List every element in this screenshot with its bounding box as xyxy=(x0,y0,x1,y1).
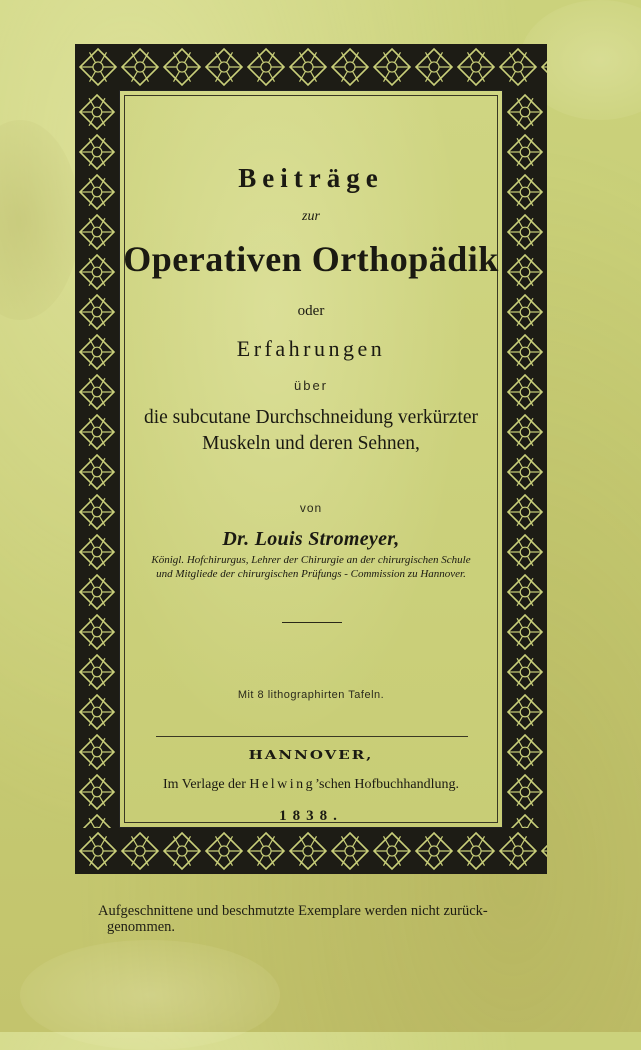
border-ornament-tile xyxy=(505,212,545,252)
border-ornament-tile xyxy=(505,652,545,692)
border-ornament-tile xyxy=(203,830,245,872)
border-ornament-tile xyxy=(77,830,119,872)
border-ornament-tile xyxy=(77,612,117,652)
short-rule xyxy=(282,622,342,623)
word-von: von xyxy=(299,501,323,515)
border-ornament-tile xyxy=(287,46,329,88)
border-ornament-tile xyxy=(77,692,117,732)
word-zur: zur xyxy=(302,209,320,224)
border-ornament-tile xyxy=(413,46,455,88)
border-ornament-tile xyxy=(505,92,545,132)
border-ornament-tile xyxy=(329,830,371,872)
border-ornament-tile xyxy=(505,532,545,572)
border-ornament xyxy=(503,90,547,828)
border-ornament xyxy=(75,90,119,828)
border-ornament-tile xyxy=(77,252,117,292)
border-ornament-tile xyxy=(287,830,329,872)
border-ornament-tile xyxy=(505,732,545,772)
border-ornament-tile xyxy=(497,46,539,88)
border-ornament-tile xyxy=(505,252,545,292)
title-panel xyxy=(119,90,503,828)
border-ornament-tile xyxy=(77,772,117,812)
publication-city: HANNOVER, xyxy=(248,747,374,763)
publisher-line xyxy=(120,777,502,793)
footer-line-1: Aufgeschnittene und beschmutzte Exemplare werden nicht zurück- xyxy=(98,903,488,919)
border-ornament-tile xyxy=(371,830,413,872)
border-ornament-tile xyxy=(505,812,545,828)
word-ueber: über xyxy=(293,378,329,393)
heading-beitraege: Beiträge xyxy=(238,163,384,193)
border-ornament-tile xyxy=(77,332,117,372)
border-ornament-tile xyxy=(203,46,245,88)
border-ornament-tile xyxy=(505,132,545,172)
border-ornament-tile xyxy=(505,692,545,732)
border-ornament-tile xyxy=(505,612,545,652)
border-ornament-tile xyxy=(77,292,117,332)
footer-line-2: genommen. xyxy=(107,919,176,935)
ornamental-border xyxy=(75,44,547,874)
border-ornament-tile xyxy=(77,412,117,452)
border-band-right xyxy=(503,90,547,828)
border-band-bottom xyxy=(75,828,547,874)
border-band-left xyxy=(75,90,119,828)
border-ornament-tile xyxy=(497,830,539,872)
subtitle-line-2: Muskeln und deren Sehnen, xyxy=(202,433,420,454)
border-ornament-tile xyxy=(505,452,545,492)
heading-erfahrungen: Erfahrungen xyxy=(236,336,386,361)
word-oder: oder xyxy=(297,303,325,319)
border-ornament-tile xyxy=(455,830,497,872)
plates-note: Mit 8 lithographirten Tafeln. xyxy=(237,689,385,701)
inner-rule xyxy=(124,95,498,823)
border-ornament-tile xyxy=(505,572,545,612)
border-ornament-tile xyxy=(505,332,545,372)
border-band-top xyxy=(75,44,547,90)
border-ornament-tile xyxy=(505,492,545,532)
publisher-suffix: ’schen Hofbuchhandlung. xyxy=(315,777,459,792)
border-ornament-tile xyxy=(505,172,545,212)
border-ornament-tile xyxy=(77,452,117,492)
affiliation-line-2: und Mitgliede der chirurgischen Prüfungs - Commission zu Hannover. xyxy=(156,568,466,580)
border-ornament-tile xyxy=(505,292,545,332)
publication-year: 1838. xyxy=(279,808,343,824)
border-ornament xyxy=(75,828,547,874)
border-ornament-tile xyxy=(505,372,545,412)
main-title: Operativen Orthopädik xyxy=(123,239,499,279)
border-ornament-tile xyxy=(413,830,455,872)
border-ornament-tile xyxy=(77,372,117,412)
border-ornament-tile xyxy=(371,46,413,88)
border-ornament-tile xyxy=(77,732,117,772)
border-ornament-tile xyxy=(245,830,287,872)
border-ornament-tile xyxy=(77,492,117,532)
border-ornament-tile xyxy=(77,212,117,252)
border-ornament-tile xyxy=(77,46,119,88)
border-ornament-tile xyxy=(505,772,545,812)
border-ornament-tile xyxy=(539,830,547,872)
border-ornament-tile xyxy=(119,830,161,872)
publisher-prefix: Im Verlage der xyxy=(162,777,246,792)
border-ornament xyxy=(75,44,547,90)
footer-note xyxy=(98,903,618,935)
long-rule xyxy=(156,736,468,737)
border-ornament-tile xyxy=(77,532,117,572)
border-ornament-tile xyxy=(455,46,497,88)
border-ornament-tile xyxy=(329,46,371,88)
border-ornament-tile xyxy=(77,812,117,828)
border-ornament-tile xyxy=(539,46,547,88)
paper-stain xyxy=(20,940,280,1050)
border-ornament-tile xyxy=(77,132,117,172)
author-name: Dr. Louis Stromeyer, xyxy=(222,528,400,550)
border-ornament-tile xyxy=(77,652,117,692)
border-ornament-tile xyxy=(161,46,203,88)
border-ornament-tile xyxy=(77,92,117,132)
border-ornament-tile xyxy=(77,572,117,612)
border-ornament-tile xyxy=(119,46,161,88)
border-ornament-tile xyxy=(161,830,203,872)
border-ornament-tile xyxy=(505,412,545,452)
border-ornament-tile xyxy=(245,46,287,88)
paper-stain xyxy=(0,120,80,320)
publisher-name: Helwing xyxy=(249,777,316,792)
border-ornament-tile xyxy=(77,172,117,212)
affiliation-line-1: Königl. Hofchirurgus, Lehrer der Chirurgie an der chirurgischen Schule xyxy=(151,554,471,566)
subtitle-line-1: die subcutane Durchschneidung verkürzter xyxy=(143,407,479,428)
